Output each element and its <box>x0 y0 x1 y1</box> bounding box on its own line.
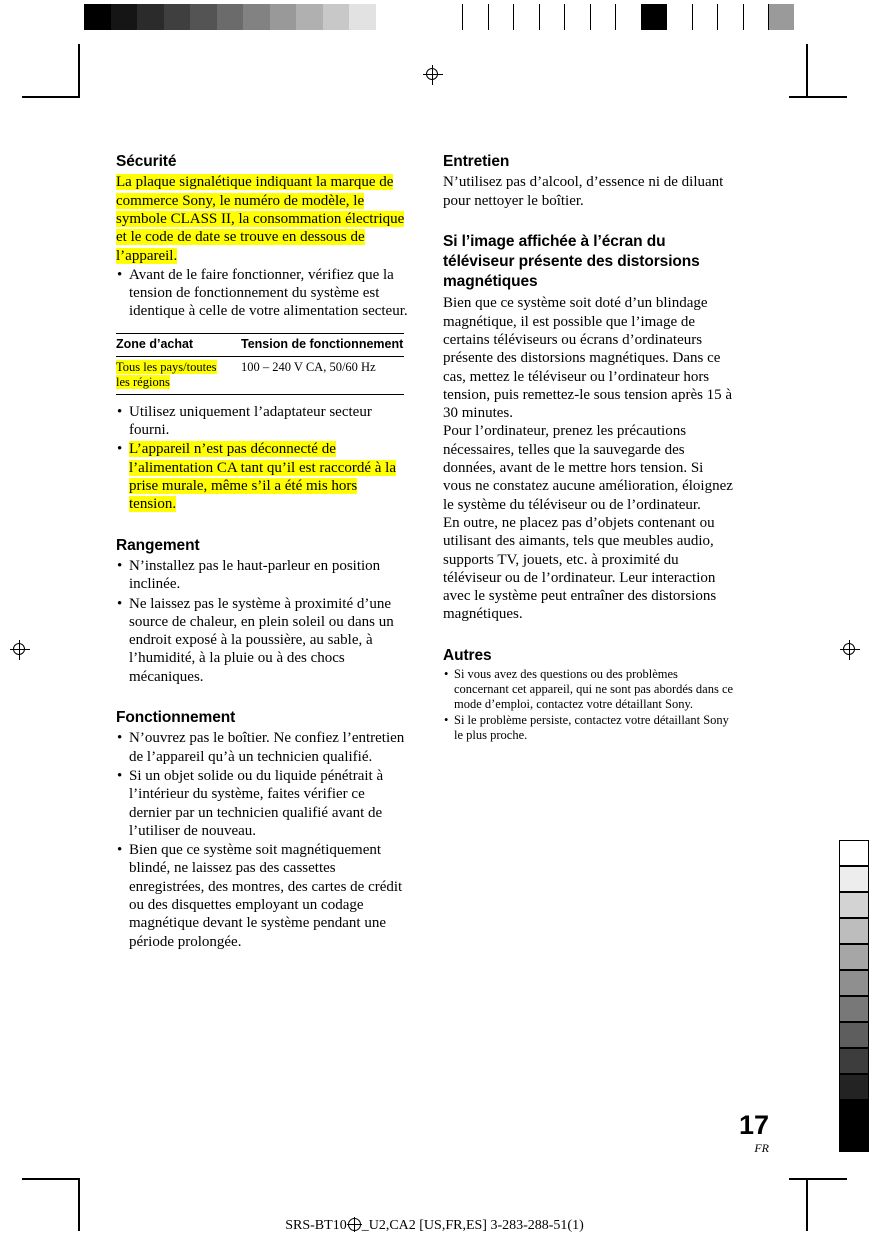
securite-highlight-paragraph <box>116 173 408 264</box>
securite-bullets-after <box>116 403 408 514</box>
page-language-code: FR <box>754 1141 769 1155</box>
bullet-icon: • <box>117 403 123 420</box>
bullet-icon: • <box>117 842 123 859</box>
list-item <box>116 266 408 321</box>
list-item-text: Si un objet solide ou du liquide pénétrait à l’intérieur du système, faites vérifier ce dernier par un technicien qualifié avant de l’utiliser de nouveau. <box>129 767 384 839</box>
list-item-text: Ne laissez pas le système à proximité d’une source de chaleur, en plein soleil ou dans un endroit exposé à la poussière, au sable, à l’humidité, à la pluie ou à des chocs mécaniques. <box>129 595 394 685</box>
bullet-icon: • <box>117 441 123 458</box>
list-item <box>116 557 408 594</box>
heading-fonctionnement: Fonctionnement <box>116 708 236 726</box>
footer-text-right: _U2,CA2 [US,FR,ES] 3-283-288-51(1) <box>361 1218 584 1233</box>
list-item <box>116 841 408 951</box>
footer-imprint <box>0 1218 869 1234</box>
securite-bullets-before <box>116 266 408 321</box>
list-item-text: Utilisez uniquement l’adaptateur secteur fourni. <box>129 403 372 439</box>
bullet-icon: • <box>444 667 449 682</box>
heading-rangement: Rangement <box>116 536 200 554</box>
table-header-row <box>116 333 404 356</box>
table-header-zone: Zone d’achat <box>116 336 194 351</box>
heading-distorsions-magnetiques: Si l’image affichée à l’écran du téléviseur présente des distorsions magnétiques <box>443 232 700 291</box>
bullet-icon: • <box>117 557 123 574</box>
list-item-text: Si le problème persiste, contactez votre détaillant Sony le plus proche. <box>454 713 729 743</box>
right-column <box>443 152 735 743</box>
list-item <box>116 403 408 440</box>
heading-entretien: Entretien <box>443 153 510 170</box>
footer-text-left: SRS-BT10 <box>285 1218 347 1233</box>
distorsions-paragraph-3: En outre, ne placez pas d’objets contenant ou utilisant des aimants, tels que meubles audio, supports TV, jouets, etc. à proximité du téléviseur ou de l’ordinateur. Leur interaction avec le système peut entraîner des distorsions magnétiques. <box>443 514 717 623</box>
list-item-text: L’appareil n’est pas déconnecté de l’alimentation CA tant qu’il est raccordé à la prise murale, même s’il a été mis hors tension. <box>129 441 396 513</box>
list-item-text: N’installez pas le haut-parleur en position inclinée. <box>129 557 381 593</box>
distorsions-paragraph-1: Bien que ce système soit doté d’un blindage magnétique, il est possible que l’image de certains téléviseurs ou écrans d’ordinateurs présente des distorsions magnétiques. Dans ce cas, mettez le téléviseur ou l’ordinateur hors tension, puis remettez-le sous tension après 15 à 30 minutes. <box>443 295 733 422</box>
table-header-tension: Tension de fonctionnement <box>241 336 404 351</box>
table-row <box>116 356 404 394</box>
bullet-icon: • <box>117 767 123 784</box>
bullet-icon: • <box>117 730 123 747</box>
list-item <box>116 729 408 766</box>
rangement-bullets <box>116 557 408 686</box>
page-number-block <box>739 1112 769 1156</box>
list-item <box>443 667 735 712</box>
list-item-text: Bien que ce système soit magnétiquement blindé, ne laissez pas des cassettes enregistrées, des montres, des cartes de crédit ou des disquettes employant un codage magnétique devant le système pendant une période prolongée. <box>129 842 403 950</box>
voltage-table <box>116 333 404 395</box>
autres-bullets <box>443 667 735 743</box>
list-item <box>116 767 408 840</box>
left-column <box>116 152 408 951</box>
entretien-paragraph: N’utilisez pas d’alcool, d’essence ni de diluant pour nettoyer le boîtier. <box>443 174 724 209</box>
table-cell-zone <box>116 356 231 394</box>
list-item-text: Avant de le faire fonctionner, vérifiez que la tension de fonctionnement du système est identique à celle de votre alimentation secteur. <box>129 266 408 320</box>
fonctionnement-bullets <box>116 729 408 951</box>
registration-mark-icon <box>348 1218 361 1231</box>
table-cell-tension: 100 – 240 V CA, 50/60 Hz <box>241 359 376 374</box>
list-item-text: N’ouvrez pas le boîtier. Ne confiez l’entretien de l’appareil qu’à un technicien qualifié. <box>129 730 405 765</box>
bullet-icon: • <box>117 266 123 283</box>
table-cell-zone-text: Tous les pays/toutes les régions <box>116 359 217 389</box>
list-item <box>116 440 408 513</box>
page-number: 17 <box>738 1110 769 1140</box>
securite-highlight-text: La plaque signalétique indiquant la marque de commerce Sony, le numéro de modèle, le symbole CLASS II, la consommation électrique et le code de date se trouve en dessous de l’appareil. <box>116 174 405 264</box>
list-item <box>443 713 735 743</box>
bullet-icon: • <box>444 713 449 728</box>
heading-autres: Autres <box>443 646 492 664</box>
heading-securite: Sécurité <box>116 153 177 170</box>
distorsions-paragraph-2: Pour l’ordinateur, prenez les précautions nécessaires, telles que la sauvegarde des données, avant de le mettre hors tension. Si vous ne constatez aucune amélioration, éloignez le système du téléviseur ou de l’ordinateur. <box>443 423 733 513</box>
bullet-icon: • <box>117 595 123 612</box>
list-item-text: Si vous avez des questions ou des problèmes concernant cet appareil, qui ne sont pas abordés dans ce mode d’emploi, contactez votre détaillant Sony. <box>454 667 734 712</box>
list-item <box>116 595 408 686</box>
